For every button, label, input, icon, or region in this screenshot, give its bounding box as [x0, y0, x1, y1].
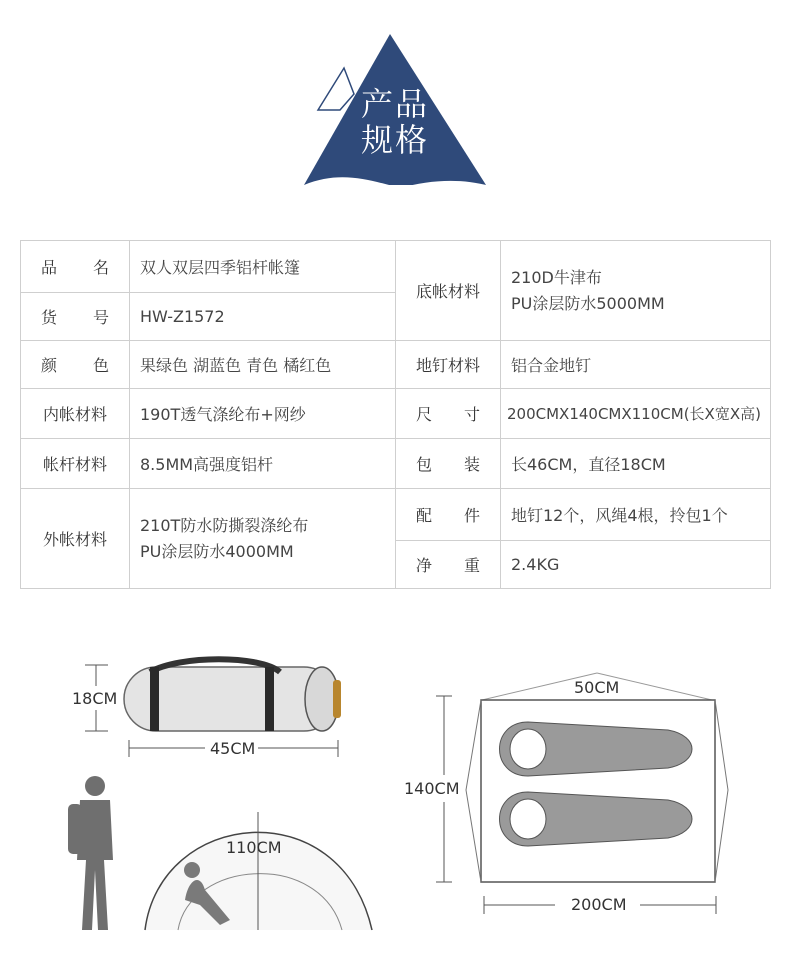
spec-label: 包 装 [396, 439, 501, 489]
spec-value-line: PU涂层防水5000MM [511, 293, 665, 313]
spec-value-line: 210D牛津布 [511, 267, 602, 287]
section-title-line1: 产品 [360, 85, 429, 123]
spec-value: 8.5MM高强度铝杆 [130, 439, 396, 489]
bag-length-label: 45CM [210, 739, 256, 758]
spec-value: 2.4KG [501, 541, 771, 589]
spec-label: 外帐材料 [21, 489, 130, 589]
spec-label: 帐杆材料 [21, 439, 130, 489]
tent-top-width-label: 50CM [574, 678, 620, 697]
sleeping-bag-icon [500, 792, 693, 846]
spec-label: 地钉材料 [396, 341, 501, 389]
spec-value: 铝合金地钉 [501, 341, 771, 389]
tent-height-label: 110CM [226, 838, 282, 857]
tent-length-label: 200CM [571, 895, 627, 914]
spec-value: 200CMX140CMX110CM(长X宽X高) [501, 389, 771, 439]
spec-value-line: 210T防水防撕裂涤纶布 [140, 515, 309, 535]
spec-label: 底帐材料 [396, 241, 501, 341]
spec-value-line: PU涂层防水4000MM [140, 541, 294, 561]
spec-value: 双人双层四季铝杆帐篷 [130, 241, 396, 293]
spec-value: 190T透气涤纶布+网纱 [130, 389, 396, 439]
spec-value: 果绿色 湖蓝色 青色 橘红色 [130, 341, 396, 389]
tent-width-label: 140CM [404, 779, 460, 798]
person-silhouette-icon [68, 776, 113, 930]
spec-value: HW-Z1572 [130, 293, 396, 341]
spec-label: 净 重 [396, 541, 501, 589]
tent-side-icon [145, 812, 372, 930]
spec-label: 配 件 [396, 489, 501, 541]
sleeping-bag-icon [500, 722, 693, 776]
section-title-line2: 规格 [360, 121, 429, 159]
bag-diameter-label: 18CM [72, 689, 118, 708]
spec-label: 内帐材料 [21, 389, 130, 439]
tent-floor-plan-icon [436, 673, 728, 914]
spec-label: 货 号 [21, 293, 130, 341]
spec-label: 尺 寸 [396, 389, 501, 439]
spec-value: 地钉12个，风绳4根，拎包1个 [501, 489, 771, 541]
spec-value: 长46CM，直径18CM [501, 439, 771, 489]
spec-label: 颜 色 [21, 341, 130, 389]
spec-label: 品 名 [21, 241, 130, 293]
